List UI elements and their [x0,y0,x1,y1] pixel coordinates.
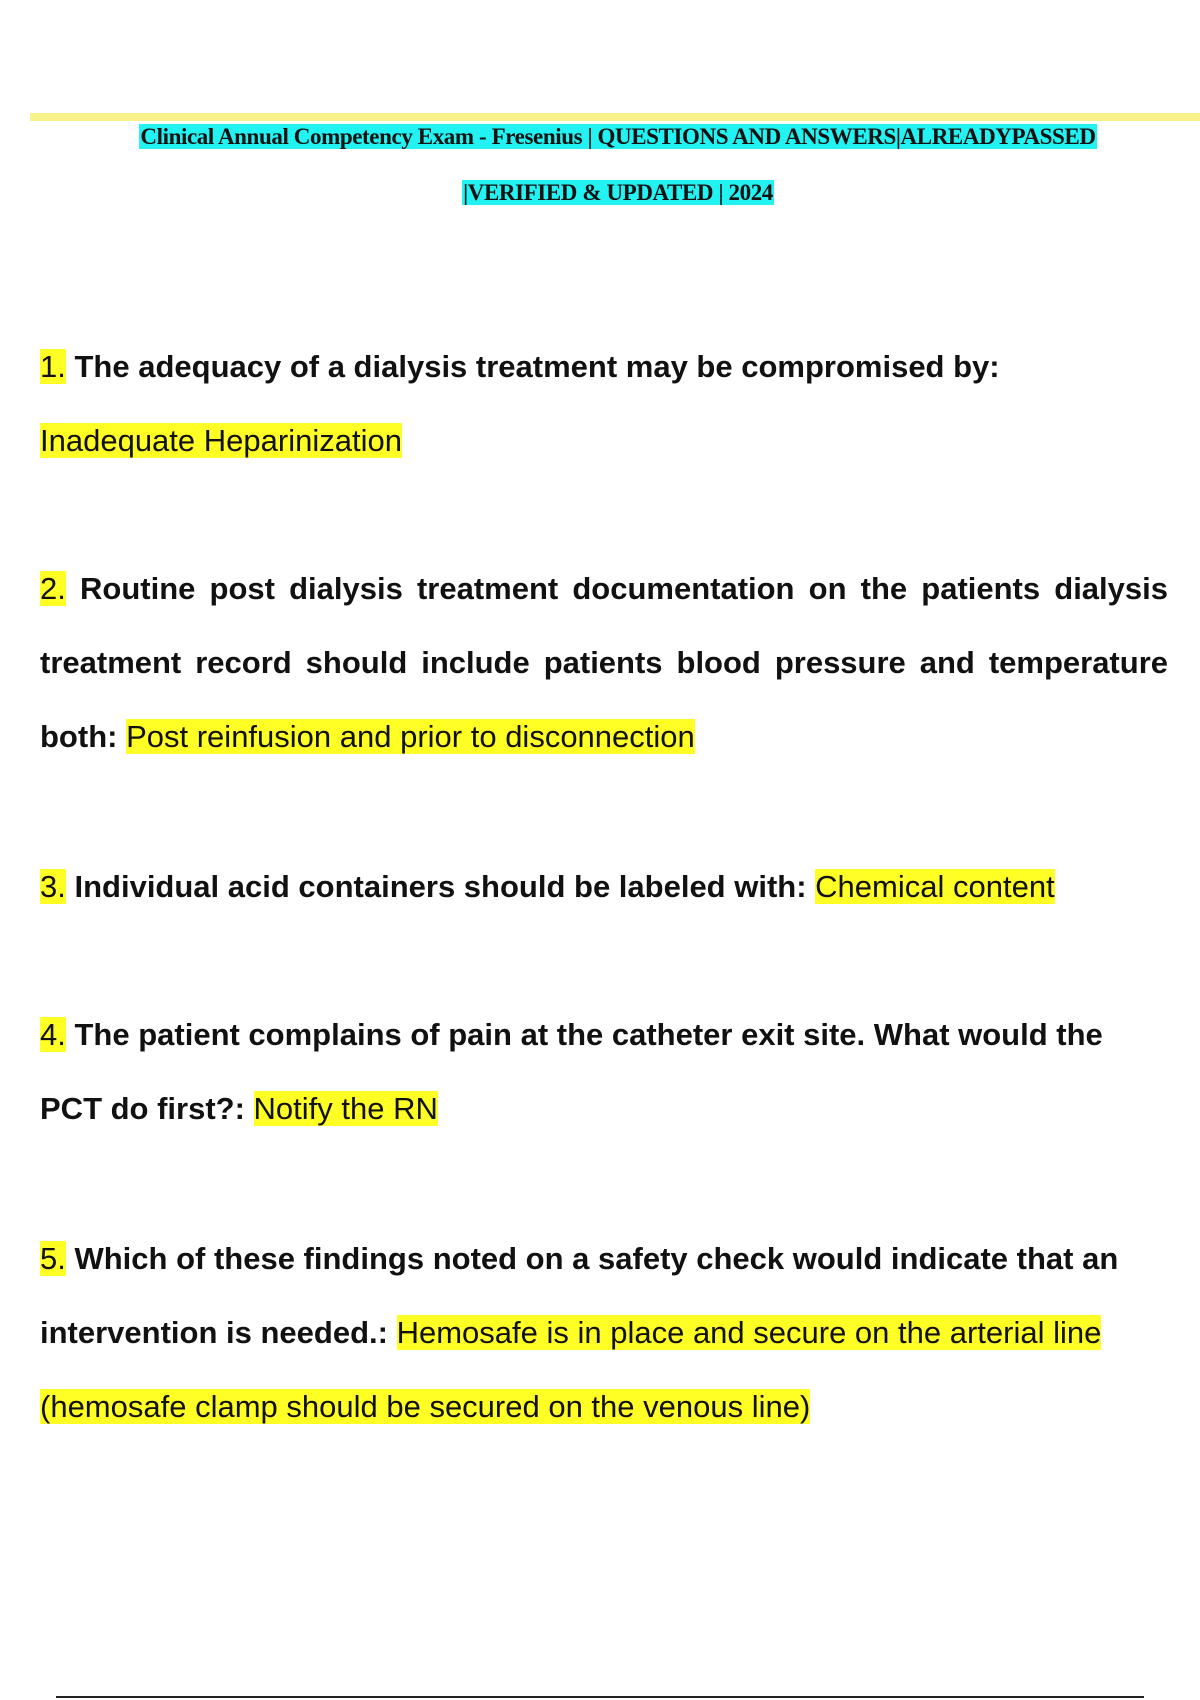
answer-text: Inadequate Heparinization [40,423,402,458]
question-item-4 [40,998,1168,1146]
answer-text: Post reinfusion and prior to disconnection [126,719,695,754]
footer-rule [56,1696,1144,1698]
document-title [0,124,1200,150]
question-item-2 [40,552,1168,774]
question-number: 5. [40,1241,66,1276]
question-number: 3. [40,869,66,904]
question-number: 4. [40,1017,66,1052]
question-text: Routine post dialysis treatment documentation on the patients dialysis treatment record should include patients blood pressure and temperature both: [40,571,1168,754]
question-number: 2. [40,571,66,606]
answer-text: Chemical content [815,869,1055,904]
question-text: Individual acid containers should be labeled with: [74,869,807,904]
document-title-line-1: Clinical Annual Competency Exam - Fresenius | QUESTIONS AND ANSWERS|ALREADYPASSED [140,124,1096,149]
document-subtitle [0,180,1200,206]
question-item-1 [40,330,1168,478]
header-top-rule [30,113,1200,121]
answer-text: Notify the RN [253,1091,438,1126]
question-text: Which of these findings noted on a safety check would indicate that an intervention is needed.: [40,1241,1119,1350]
document-title-line-2: |VERIFIED & UPDATED | 2024 [463,180,773,205]
question-item-5 [40,1222,1168,1444]
answer-text: Hemosafe is in place and secure on the arterial line (hemosafe clamp should be secured on the venous line) [40,1315,1102,1424]
question-text: The adequacy of a dialysis treatment may be compromised by: [74,349,1000,384]
question-text: The patient complains of pain at the catheter exit site. What would the PCT do first?: [40,1017,1103,1126]
question-number: 1. [40,349,66,384]
question-item-3 [40,850,1168,924]
